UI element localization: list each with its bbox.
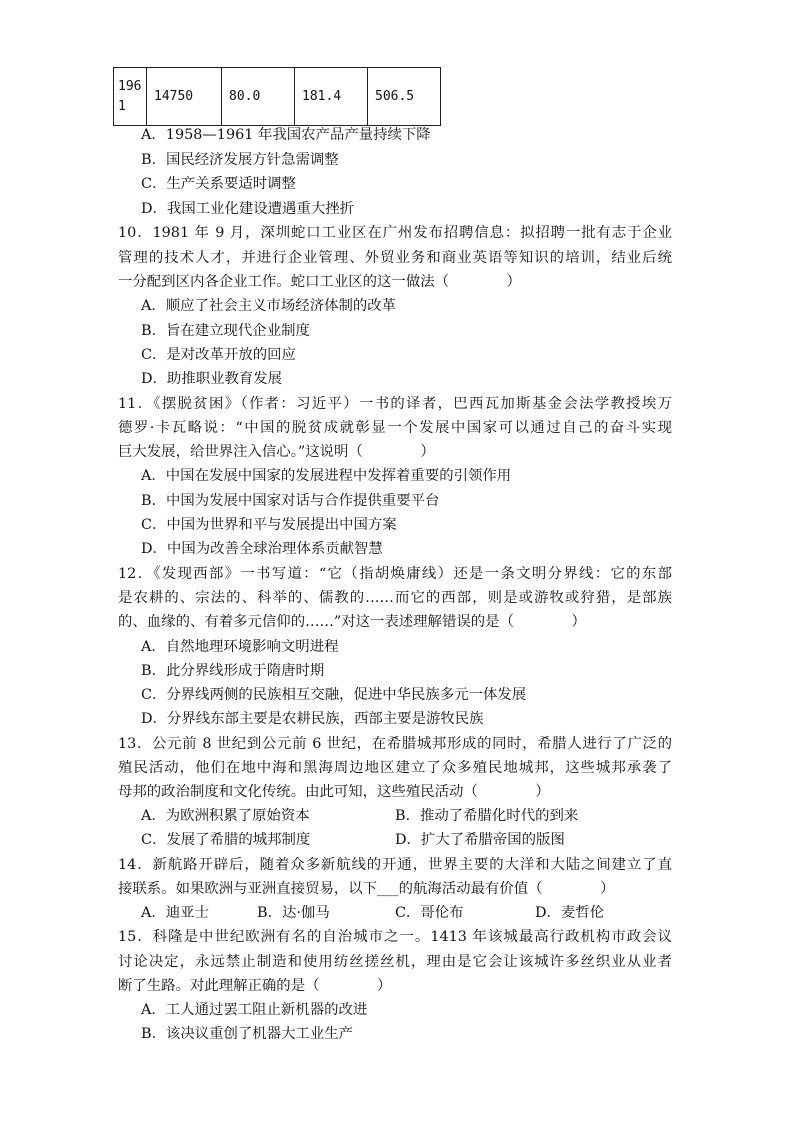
q13-option-a: A．为欧洲积累了原始资本 [141,808,310,824]
table-cell: 181.4 [295,68,368,126]
q14-option-d: D．麦哲伦 [535,905,605,921]
q12-option-b: B．此分界线形成于隋唐时期 [141,663,325,679]
q15-option-a: A．工人通过罢工阻止新机器的改进 [141,1002,368,1018]
q15-option-b: B．该决议重创了机器大工业生产 [141,1026,354,1042]
q13-stem-line: 殖民活动，他们在地中海和黑海周边地区建立了众多殖民地城邦，这些城邦承袭了 [118,760,672,776]
q14-option-a: A．迪亚士 [141,905,209,921]
q10-option-a: A．顺应了社会主义市场经济体制的改革 [141,298,397,314]
q12-option-d: D．分界线东部主要是农耕民族，西部主要是游牧民族 [141,711,484,727]
q11-option-a: A．中国在发展中国家的发展进程中发挥着重要的引领作用 [141,468,512,484]
table-row [114,68,441,126]
q14-stem-line: 14．新航路开辟后，随着众多新航线的开通，世界主要的大洋和大陆之间建立了直 [118,857,672,873]
q13-stem-line: 母邦的政治制度和文化传统。由此可知，这些殖民活动（ ） [118,784,550,800]
table-cell-year: 1961 [114,68,147,126]
q15-stem-line: 讨论决定，永远禁止制造和使用纺丝搓丝机，理由是它会让该城许多丝织业从业者 [118,954,672,970]
q11-stem-line: 德罗·卡瓦略说：“中国的脱贫成就彰显一个发展中国家可以通过自己的奋斗实现 [118,420,672,436]
q10-stem-line: 10．1981 年 9 月，深圳蛇口工业区在广州发布招聘信息：拟招聘一批有志于企业 [118,225,672,241]
q9-option-b: B．国民经济发展方针急需调整 [141,152,339,168]
q13-option-c: C．发展了希腊的城邦制度 [141,832,311,848]
q13-stem-line: 13．公元前 8 世纪到公元前 6 世纪，在希腊城邦形成的同时，希腊人进行了广泛的 [118,736,672,752]
q10-option-c: C．是对改革开放的回应 [141,347,296,363]
q13-option-b: B．推动了希腊化时代的到来 [395,808,579,824]
q11-stem-line: 巨大发展，给世界注入信心。”这说明（ ） [118,444,435,460]
table-cell: 80.0 [222,68,295,126]
q9-option-d: D．我国工业化建设遭遇重大挫折 [141,201,355,217]
q11-stem-line: 11．《摆脱贫困》（作者：习近平）一书的译者，巴西瓦加斯基金会法学教授埃万 [118,396,672,412]
q9-option-a: A．1958—1961 年我国农产品产量持续下降 [141,127,431,143]
q15-stem-line: 15．科隆是中世纪欧洲有名的自治城市之一。1413 年该城最高行政机构市政会议 [118,929,672,945]
q12-stem-line: 的、血缘的、有着多元信仰的……”对这一表述理解错误的是（ ） [118,614,586,630]
table-cell: 14750 [147,68,222,126]
q11-option-b: B．中国为发展中国家对话与合作提供重要平台 [141,493,440,509]
q10-stem-line: 管理的技术人才，并进行企业管理、外贸业务和商业英语等知识的培训，结业后统 [118,250,672,266]
q15-stem-line: 断了生路。对此理解正确的是（ ） [118,978,392,994]
q14-option-b: B．达·伽马 [257,905,330,921]
q10-option-d: D．助推职业教育发展 [141,371,283,387]
q10-option-b: B．旨在建立现代企业制度 [141,323,310,339]
q12-option-a: A．自然地理环境影响文明进程 [141,639,339,655]
q10-stem-line: 一分配到区内各企业工作。蛇口工业区的这一做法（ ） [118,274,521,290]
q12-stem-line: 12．《发现西部》一书写道：“它（指胡焕庸线）还是一条文明分界线：它的东部 [118,566,672,582]
q11-option-c: C．中国为世界和平与发展提出中国方案 [141,517,397,533]
q12-option-c: C．分界线两侧的民族相互交融，促进中华民族多元一体发展 [141,687,527,703]
data-table [113,67,441,126]
q11-option-d: D．中国为改善全球治理体系贡献智慧 [141,541,383,557]
q12-stem-line: 是农耕的、宗法的、科举的、儒教的……而它的西部，则是或游牧或狩猎，是部族 [118,590,672,606]
table-cell: 506.5 [368,68,441,126]
q14-option-c: C．哥伦布 [395,905,464,921]
q14-stem-line: 接联系。如果欧洲与亚洲直接贸易，以下___的航海活动最有价值（ ） [118,881,615,897]
q13-option-d: D．扩大了希腊帝国的版图 [395,832,565,848]
q9-option-c: C．生产关系要适时调整 [141,176,296,192]
